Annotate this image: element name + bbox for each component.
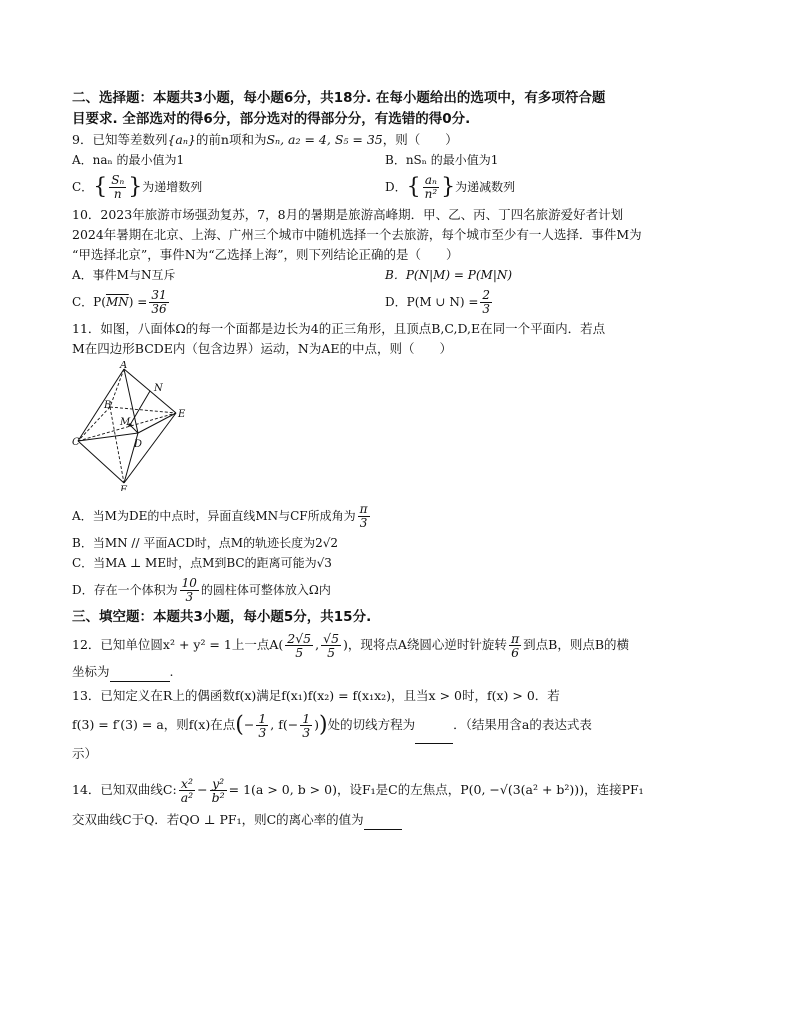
q9-d-text: 为递减数列 xyxy=(455,180,516,194)
q13-pt-a: − xyxy=(243,716,255,732)
edge-bc-hidden xyxy=(78,407,110,441)
q9-option-d xyxy=(385,170,698,205)
label-m: M xyxy=(120,416,131,428)
q12-n1: 2√5 xyxy=(287,630,312,646)
q13-paren-close: ) xyxy=(319,712,328,737)
q14-line2 xyxy=(72,810,722,830)
q11-a-den: 3 xyxy=(359,515,368,530)
q9-options-row1 xyxy=(72,150,722,170)
edge-be-hidden xyxy=(110,407,176,413)
q13-frac1 xyxy=(256,712,268,739)
q11-d-text1: D．存在一个体积为 xyxy=(72,582,178,597)
edge-ef xyxy=(124,413,176,483)
q12-frac-pi xyxy=(509,632,521,659)
q14-answer-blank[interactable] xyxy=(364,815,402,830)
q9-seq: {aₙ} xyxy=(167,132,196,147)
q9-c-den: n xyxy=(113,187,122,201)
label-n: N xyxy=(154,382,163,394)
q10-options-row2 xyxy=(72,285,722,319)
q11-d-den: 3 xyxy=(185,589,194,604)
q10-d-label: D．P(M ∪ N) = xyxy=(385,294,479,309)
section2-title xyxy=(72,88,722,130)
q13-n1: 1 xyxy=(258,710,267,726)
q14-line1 xyxy=(72,770,722,810)
q13-pt-b: , f(− xyxy=(270,716,299,732)
edge-de xyxy=(138,413,176,433)
q13-line2b: 处的切线方程为 xyxy=(327,716,416,732)
q11-a-num: π xyxy=(359,501,368,516)
q9-d-brace-close: } xyxy=(441,174,456,200)
q11-line2: M在四边形BCDE内（包含边界）运动，N为AE的中点，则（ ） xyxy=(72,340,453,356)
q12-answer-blank[interactable] xyxy=(110,667,170,682)
q11-line1: 11．如图，八面体Ω的每一个面都是边长为4的正三角形，且顶点B,C,D,E在同一个平面内．若点 xyxy=(72,320,606,336)
q12-pn: π xyxy=(510,630,520,646)
q13-d2: 3 xyxy=(302,724,311,740)
q10-option-d xyxy=(385,285,698,319)
q14-text2: = 1(a > 0, b > 0)，设F₁是C的左焦点，P(0, −√(3(a² + b²)))，连接PF₁ xyxy=(228,782,644,797)
q9-stem-c: ，则（ ） xyxy=(382,132,458,147)
q13-d1: 3 xyxy=(258,724,267,740)
q12-frac2 xyxy=(321,632,341,659)
q12-end: . xyxy=(169,663,174,679)
q9-d-brace-open: { xyxy=(406,174,421,200)
q11-a-frac xyxy=(358,503,370,530)
q14-line2-text: 交双曲线C于Q．若QO ⊥ PF₁，则C的离心率的值为 xyxy=(72,812,364,827)
q10-d-frac xyxy=(480,289,492,316)
q10-d-den: 3 xyxy=(482,301,491,316)
q13-n2: 1 xyxy=(302,710,311,726)
q10-c-num: 31 xyxy=(151,287,167,302)
edge-cd xyxy=(78,433,138,441)
q9-c-frac xyxy=(109,174,126,201)
q10-c-label: C．P( xyxy=(72,294,106,309)
q10-c-over: $\overline{MN}$ xyxy=(105,294,129,309)
q10-c-frac xyxy=(149,289,168,316)
label-d: D xyxy=(134,438,143,450)
label-b: B xyxy=(104,399,112,411)
q12-text3: 到点B，则点B的横 xyxy=(523,636,630,652)
q12-text2: )，现将点A绕圆心逆时针旋转 xyxy=(343,636,507,652)
q10-option-b: B．P(N|M) = P(M|N) xyxy=(385,267,513,282)
q9-options-row2 xyxy=(72,170,722,205)
q10-option-a: A．事件M与N互斥 xyxy=(72,267,176,282)
q10-c-eq: ) = xyxy=(128,294,148,309)
q13-line2 xyxy=(72,706,722,745)
q10-line1: 10．2023年旅游市场强劲复苏，7，8月的暑期是旅游高峰期．甲、乙、丙、丁四名旅游爱好者计划 xyxy=(72,206,624,222)
q9-stem-b: 的前n项和为 xyxy=(195,132,267,147)
q9-d-num: aₙ xyxy=(423,174,440,188)
section2-title-line1: 二、选择题：本题共3小题，每小题6分，共18分. 在每小题给出的选项中，有多项符合题 xyxy=(72,90,606,106)
q11-option-d-row xyxy=(72,573,722,607)
q9-stem xyxy=(72,130,722,150)
q11-option-b: B．当MN // 平面ACD时，点M的轨迹长度为2√2 xyxy=(72,535,338,550)
q9-d-frac xyxy=(423,174,440,201)
q12-line2-text: 坐标为 xyxy=(72,663,110,679)
q9-c-num: Sₙ xyxy=(111,173,125,187)
q10-line2: 2024年暑期在北京、上海、广州三个城市中随机选择一个去旅游，每个城市至少有一人选择．事件M为 xyxy=(72,226,642,242)
q14-n1: x² xyxy=(179,777,195,791)
q9-c-label: C． xyxy=(72,180,94,194)
label-c: C xyxy=(72,436,80,448)
q13-line3: 示） xyxy=(72,746,98,761)
q12-frac1 xyxy=(285,632,313,659)
q9-option-b: B．nSₙ 的最小值为1 xyxy=(385,153,499,167)
q14-minus: − xyxy=(197,782,208,797)
q10-options-row1 xyxy=(72,265,722,285)
q12-n2: √5 xyxy=(323,630,340,646)
q12-text1: 12．已知单位圆x² + y² = 1上一点A( xyxy=(72,636,284,652)
q12-stem: 12．已知单位圆x² + y² = 1上一点A( $\frac{2√5}{5}$ , $\frac{√5}{5}$ )，现将点A绕圆心逆时针旋转 $\frac{\pi}{6}$ 到点B，则点B的横 xyxy=(72,630,630,660)
q14-frac2 xyxy=(210,777,227,804)
q13-line2c: ．（结果用含a的表达式表 xyxy=(453,716,592,732)
octahedron-figure xyxy=(72,361,192,491)
q13-line1: 13．已知定义在R上的偶函数f(x)满足f(x₁)f(x₂) = f(x₁x₂)，且当x > 0时，f(x) > 0．若 xyxy=(72,687,560,703)
label-f: F xyxy=(120,484,127,491)
q11-option-d xyxy=(72,573,722,607)
q14-n2: y² xyxy=(210,777,227,791)
q13-pt-c: ) xyxy=(314,716,320,732)
q10-c-den: 36 xyxy=(151,301,167,316)
section2-title-line2: 目要求. 全部选对的得6分，部分选对的得部分分，有选错的得0分. xyxy=(72,111,471,127)
q14-d1: a² xyxy=(180,790,194,805)
q12-pd: 6 xyxy=(511,644,520,660)
q13-answer-blank[interactable] xyxy=(415,729,453,744)
label-a: A xyxy=(120,360,128,371)
q11-stem xyxy=(72,319,722,359)
q9-option-a: A．naₙ 的最小值为1 xyxy=(72,153,185,167)
q11-d-text2: 的圆柱体可整体放入Ω内 xyxy=(200,582,331,597)
section3-title: 三、填空题：本题共3小题，每小题5分，共15分. xyxy=(72,608,372,625)
q12-d2: 5 xyxy=(327,644,336,660)
q13-line2a: f(3) = f′(3) = a，则f(x)在点 xyxy=(72,716,236,732)
q11-d-num: 10 xyxy=(181,575,197,590)
q11-option-c: C．当MA ⊥ ME时，点M到BC的距离可能为√3 xyxy=(72,555,332,570)
q12-d1: 5 xyxy=(295,644,304,660)
q11-option-a xyxy=(72,499,722,533)
q10-stem xyxy=(72,205,722,265)
exam-page xyxy=(72,88,722,830)
q11-d-frac xyxy=(180,577,199,604)
q13-paren-open: ( xyxy=(235,712,244,737)
q9-stem-a: 9．已知等差数列 xyxy=(72,132,168,147)
q11-option-b-row xyxy=(72,533,722,553)
q9-c-brace-close: } xyxy=(128,174,143,200)
q11-option-a-row xyxy=(72,499,722,533)
q10-d-num: 2 xyxy=(482,287,491,302)
q14-text1: 14．已知双曲线C: xyxy=(72,782,177,797)
q9-cond: Sₙ, a₂ = 4, S₅ = 35 xyxy=(266,132,383,147)
q9-d-den: n² xyxy=(424,187,438,201)
q9-d-label: D． xyxy=(385,180,407,194)
q9-c-brace-open: { xyxy=(93,174,108,200)
q9-c-text: 为递增数列 xyxy=(142,180,203,194)
q11-option-c-row xyxy=(72,553,722,573)
q13-frac2 xyxy=(300,712,312,739)
q14-frac1 xyxy=(179,777,195,804)
q14-d2: b² xyxy=(211,790,225,805)
q12-line2 xyxy=(72,662,722,682)
label-e: E xyxy=(178,408,186,420)
q11-a-text: A．当M为DE的中点时，异面直线MN与CF所成角为 xyxy=(72,508,356,523)
q10-line3: “甲选择北京”，事件N为“乙选择上海”，则下列结论正确的是（ ） xyxy=(72,246,459,262)
q10-option-c xyxy=(72,285,385,319)
q9-option-c xyxy=(72,170,385,205)
